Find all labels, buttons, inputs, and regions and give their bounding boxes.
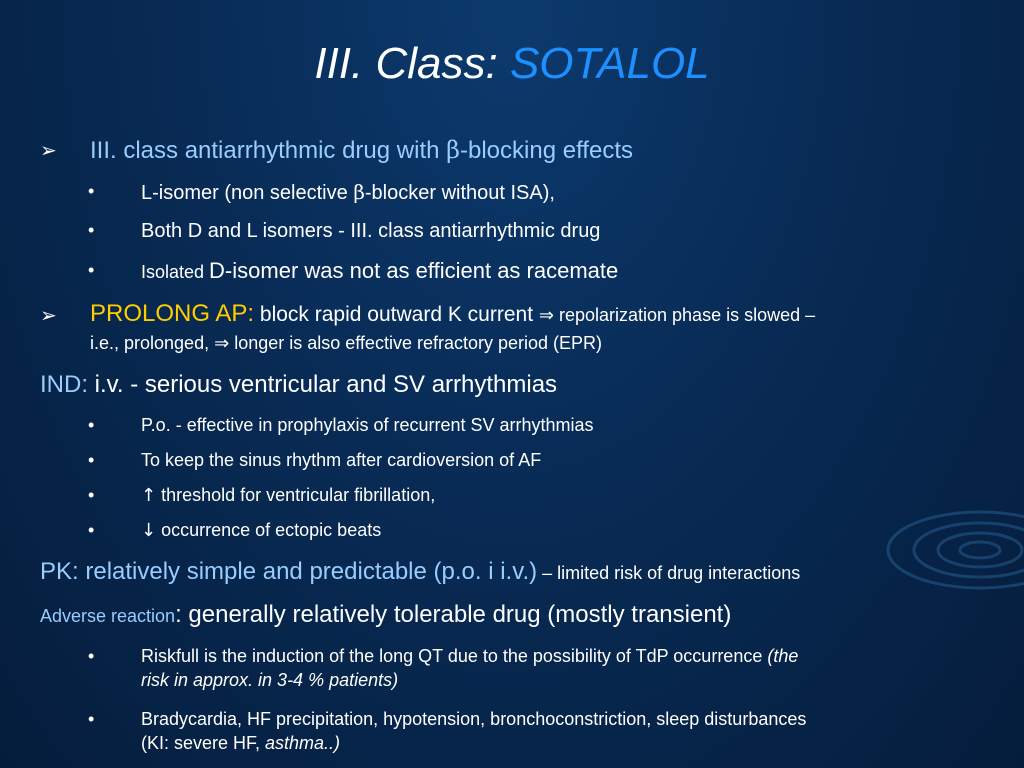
- dot-bullet-icon: •: [88, 415, 95, 435]
- section1-bullet-1: [141, 179, 990, 207]
- dot-bullet-icon: •: [88, 709, 95, 729]
- implies-icon: ⇒: [214, 333, 230, 354]
- beta-symbol: β: [446, 136, 460, 164]
- section1-bullet-2: Both D and L isomers - III. class antiarrhythmic drug: [141, 220, 601, 242]
- bullet-italic-line2: risk in approx. in 3-4 % patients): [141, 670, 399, 691]
- dot-bullet-icon: •: [88, 520, 95, 540]
- bullet-small-text: Isolated: [141, 262, 210, 282]
- pk-rest: – limited risk of drug interactions: [537, 563, 801, 583]
- adverse-bullet-1: [141, 644, 990, 693]
- arrow-bullet-icon: ➢: [40, 140, 57, 162]
- ind-bullet-2: To keep the sinus rhythm after cardioversion of AF: [141, 450, 542, 470]
- lead-text-end: -blocking effects: [460, 137, 633, 164]
- dot-bullet-icon: •: [88, 181, 95, 201]
- pk-line: [40, 558, 990, 587]
- slide-title: [0, 38, 1024, 91]
- bullet-text-line2: (KI: severe HF,: [141, 733, 266, 754]
- ind-text: i.v. - serious ventricular and SV arrhythmias: [88, 371, 558, 398]
- section2-line2-text-end: longer is also effective refractory period (EPR): [229, 333, 603, 353]
- dot-bullet-icon: •: [88, 260, 95, 280]
- bullet-text: Bradycardia, HF precipitation, hypotension, bronchoconstriction, sleep disturbances: [141, 709, 807, 729]
- lead-text: class antiarrhythmic drug with: [116, 137, 447, 164]
- section2-line2: [90, 333, 990, 355]
- section2-text-end: repolarization phase is slowed –: [553, 305, 816, 325]
- bullet-text: Riskfull is the induction of the long QT due to the possibility of TdP occurrence: [141, 646, 768, 666]
- section2-line1: [90, 300, 990, 329]
- bullet-text: threshold for ventricular fibrillation,: [156, 485, 436, 505]
- dot-bullet-icon: •: [88, 646, 95, 666]
- prolong-ap-label: PROLONG AP:: [90, 300, 255, 327]
- bullet-text: D-isomer was not as efficient as racemate: [209, 258, 619, 283]
- bullet-italic: asthma..): [265, 733, 341, 754]
- beta-symbol: β: [353, 180, 365, 204]
- ind-label: IND:: [40, 371, 88, 398]
- adverse-rest: : generally relatively tolerable drug (mostly transient): [175, 601, 732, 628]
- bullet-text-end: -blocker without ISA),: [364, 182, 555, 204]
- up-arrow-icon: ↑: [141, 485, 157, 506]
- section2-line2-text: i.e., prolonged,: [90, 333, 215, 353]
- section1-bullet-3: [141, 256, 990, 286]
- bullet-italic: (the: [767, 646, 799, 666]
- section2-text: block rapid outward K current: [254, 303, 539, 326]
- adverse-bullet-2: [141, 707, 990, 756]
- arrow-bullet-icon: ➢: [40, 305, 57, 327]
- implies-icon: ⇒: [538, 305, 554, 326]
- ind-bullet-4: [141, 518, 990, 543]
- dot-bullet-icon: •: [88, 220, 95, 240]
- title-prefix: III. Class:: [314, 39, 510, 88]
- section1-lead: [90, 136, 990, 166]
- down-arrow-icon: ↓: [141, 520, 157, 541]
- ind-bullet-1: P.o. - effective in prophylaxis of recurrent SV arrhythmias: [141, 415, 594, 435]
- title-drug: SOTALOL: [509, 39, 710, 88]
- adverse-line: [40, 601, 990, 630]
- dot-bullet-icon: •: [88, 450, 95, 470]
- lead-roman: III.: [90, 137, 117, 164]
- pk-label: PK: relatively simple and predictable (p.o. i i.v.): [40, 558, 538, 585]
- ind-bullet-3: [141, 483, 990, 508]
- ind-line: [40, 371, 990, 400]
- bullet-text: occurrence of ectopic beats: [156, 520, 382, 540]
- adverse-label: Adverse reaction: [40, 606, 176, 626]
- dot-bullet-icon: •: [88, 485, 95, 505]
- bullet-text: L-isomer (non selective: [141, 182, 354, 204]
